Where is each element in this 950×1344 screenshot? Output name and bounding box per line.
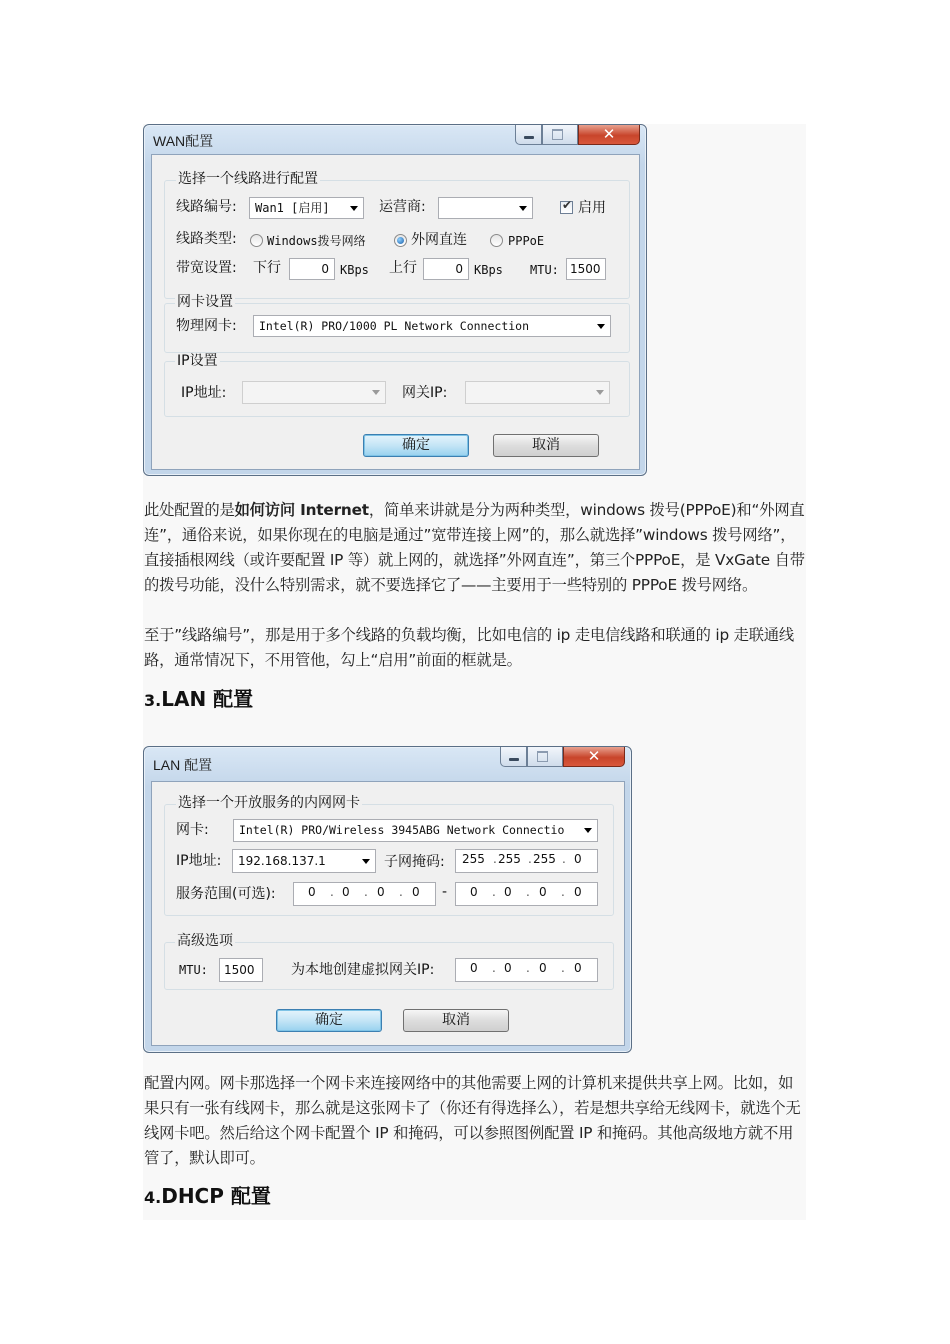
wan-client-area — [151, 154, 640, 470]
section-heading-dhcp — [144, 1183, 271, 1211]
ip-address-label: IP地址: — [176, 853, 222, 869]
ok-button[interactable]: 确定 — [276, 1009, 382, 1032]
range-dash: - — [442, 884, 448, 900]
close-button[interactable] — [563, 747, 625, 767]
ip-octet: 0 — [412, 885, 420, 899]
maximize-button[interactable] — [527, 747, 563, 767]
ip-dot: . — [399, 885, 403, 899]
mtu-input[interactable]: 1500 — [219, 958, 263, 982]
ip-octet: 255 — [533, 852, 556, 866]
ip-address-value: 192.168.137.1 — [238, 854, 326, 868]
ip-octet: 0 — [539, 961, 547, 975]
minimize-button[interactable] — [515, 125, 542, 145]
line-number-select[interactable] — [249, 197, 364, 219]
subnet-mask-label: 子网掩码: — [384, 854, 445, 870]
line-type-label: 线路类型: — [176, 231, 237, 247]
range-start-input[interactable] — [293, 882, 436, 906]
ip-dot: . — [330, 885, 334, 899]
ip-dot: . — [364, 885, 368, 899]
nic-label: 网卡: — [176, 822, 209, 838]
chevron-down-icon — [596, 390, 604, 395]
nic-select[interactable] — [233, 819, 598, 842]
line-number-value: Wan1 [启用] — [255, 201, 330, 215]
wan-config-window — [143, 124, 647, 476]
minimize-icon — [524, 136, 534, 139]
radio-pppoe-label: PPPoE — [508, 234, 545, 248]
ip-dot: . — [492, 961, 496, 975]
window-title: LAN 配置 — [153, 757, 213, 773]
heading-number: 4. — [144, 1188, 162, 1207]
ip-dot: . — [561, 961, 565, 975]
ip-octet: 0 — [470, 885, 478, 899]
wan-explanation-paragraph — [144, 498, 808, 598]
window-title: WAN配置 — [153, 133, 214, 149]
minimize-button[interactable] — [500, 747, 527, 767]
physical-nic-select[interactable] — [253, 315, 611, 337]
ip-octet: 0 — [342, 885, 350, 899]
virtual-gateway-label: 为本地创建虚拟网关IP: — [291, 962, 435, 978]
ip-octet: 0 — [504, 885, 512, 899]
advanced-group-label: 高级选项 — [177, 933, 233, 949]
ip-dot: . — [561, 885, 565, 899]
service-range-label: 服务范围(可选): — [176, 886, 276, 902]
ip-address-label: IP地址: — [181, 385, 227, 401]
cancel-button[interactable]: 取消 — [493, 434, 599, 457]
mtu-label: MTU: — [179, 963, 208, 977]
downstream-label: 下行 — [253, 260, 281, 276]
ip-octet: 0 — [470, 961, 478, 975]
cancel-button[interactable]: 取消 — [403, 1009, 509, 1032]
heading-number: 3. — [144, 691, 162, 710]
ip-dot: . — [492, 885, 496, 899]
maximize-icon — [537, 751, 548, 762]
subnet-mask-input[interactable] — [455, 849, 598, 873]
gateway-ip-select[interactable] — [465, 381, 610, 404]
close-icon: ✕ — [602, 125, 616, 143]
chevron-down-icon — [519, 206, 527, 211]
ip-dot: . — [528, 852, 532, 866]
para1-text-end: ，简单来讲就是分为两种类型，windows 拨号(PPPoE)和“外网直连”，通俗来说，如果你现在的电脑是通过”宽带连接上网”的，那么就选择”windows 拨号网络”，直接插根网线（或许要配置 IP 等）就上网的，就选择”外网直连”，第三个PPPoE，是 VxGate 自带的拨号功能，没什么特别需求，就不要选择它了——主要用于一些特别的 PPPoE 拨号网络。 — [144, 501, 805, 594]
range-end-input[interactable] — [455, 882, 598, 906]
para1-bold-text: 如何访问 Internet — [234, 501, 369, 519]
ip-dot: . — [526, 961, 530, 975]
ip-address-select[interactable] — [232, 849, 376, 873]
ip-group-label: IP设置 — [177, 353, 218, 369]
mtu-input[interactable]: 1500 — [566, 258, 606, 280]
para1-text-start: 此处配置的是 — [144, 501, 235, 519]
ip-dot: . — [493, 852, 497, 866]
line-number-label: 线路编号: — [176, 199, 237, 215]
radio-windows-dialup-label: Windows拨号网络 — [267, 234, 366, 248]
ip-octet: 255 — [462, 852, 485, 866]
radio-direct-label: 外网直连 — [411, 232, 467, 248]
upstream-input[interactable]: 0 — [423, 258, 469, 280]
downstream-unit: KBps — [340, 263, 369, 277]
close-icon: ✕ — [587, 747, 601, 765]
ip-octet: 0 — [504, 961, 512, 975]
lan-config-window — [143, 746, 632, 1053]
maximize-icon — [552, 129, 563, 140]
upstream-unit: KBps — [474, 263, 503, 277]
maximize-button[interactable] — [542, 125, 578, 145]
close-button[interactable] — [578, 125, 640, 145]
radio-direct[interactable] — [394, 234, 407, 247]
ip-octet: 0 — [539, 885, 547, 899]
isp-label: 运营商: — [379, 199, 426, 215]
ip-dot: . — [526, 885, 530, 899]
line-number-explanation-paragraph: 至于”线路编号”，那是用于多个线路的负载均衡，比如电信的 ip 走电信线路和联通的 ip 走联通线路，通常情况下，不用管他，勾上“启用”前面的框就是。 — [144, 626, 794, 669]
checkmark-icon: ✔ — [562, 198, 573, 212]
nic-value: Intel(R) PRO/Wireless 3945ABG Network Connectio — [239, 823, 565, 837]
ip-dot: . — [562, 852, 566, 866]
ip-octet: 0 — [377, 885, 385, 899]
gateway-ip-label: 网关IP: — [402, 385, 448, 401]
physical-nic-value: Intel(R) PRO/1000 PL Network Connection — [259, 319, 530, 333]
ok-button[interactable]: 确定 — [363, 434, 469, 457]
section-heading-lan — [144, 686, 253, 714]
chevron-down-icon — [350, 206, 358, 211]
ip-octet: 0 — [574, 852, 582, 866]
enable-label: 启用 — [578, 200, 606, 216]
ip-octet: 0 — [308, 885, 316, 899]
mtu-label: MTU: — [530, 263, 559, 277]
physical-nic-label: 物理网卡: — [176, 318, 237, 334]
chevron-down-icon — [362, 859, 370, 864]
ip-octet: 0 — [574, 885, 582, 899]
bandwidth-label: 带宽设置: — [176, 260, 237, 276]
ip-octet: 255 — [498, 852, 521, 866]
service-nic-group-label: 选择一个开放服务的内网网卡 — [178, 795, 360, 811]
upstream-label: 上行 — [389, 260, 417, 276]
heading-text: DHCP 配置 — [161, 1184, 271, 1208]
chevron-down-icon — [597, 324, 605, 329]
lan-explanation-paragraph: 配置内网。网卡那选择一个网卡来连接网络中的其他需要上网的计算机来提供共享上网。比如，如果只有一张有线网卡，那么就是这张网卡了（你还有得选择么），若是想共享给无线网卡，就选个无线网卡吧。然后给这个网卡配置个 IP 和掩码，可以参照图例配置 IP 和掩码。其他高级地方就不用管了，默认即可。 — [144, 1074, 801, 1167]
chevron-down-icon — [372, 390, 380, 395]
lan-client-area — [151, 781, 625, 1046]
isp-select[interactable] — [438, 197, 533, 219]
radio-pppoe[interactable] — [490, 234, 503, 247]
minimize-icon — [509, 758, 519, 761]
downstream-input[interactable]: 0 — [289, 258, 335, 280]
ip-octet: 0 — [574, 961, 582, 975]
enable-checkbox[interactable] — [560, 198, 573, 214]
radio-windows-dialup[interactable] — [250, 234, 263, 247]
heading-text: LAN 配置 — [161, 687, 254, 711]
virtual-gateway-input[interactable] — [455, 958, 598, 982]
nic-group-label: 网卡设置 — [177, 294, 233, 310]
chevron-down-icon — [584, 828, 592, 833]
ip-address-select[interactable] — [242, 381, 386, 404]
line-config-group-label: 选择一个线路进行配置 — [178, 171, 318, 187]
